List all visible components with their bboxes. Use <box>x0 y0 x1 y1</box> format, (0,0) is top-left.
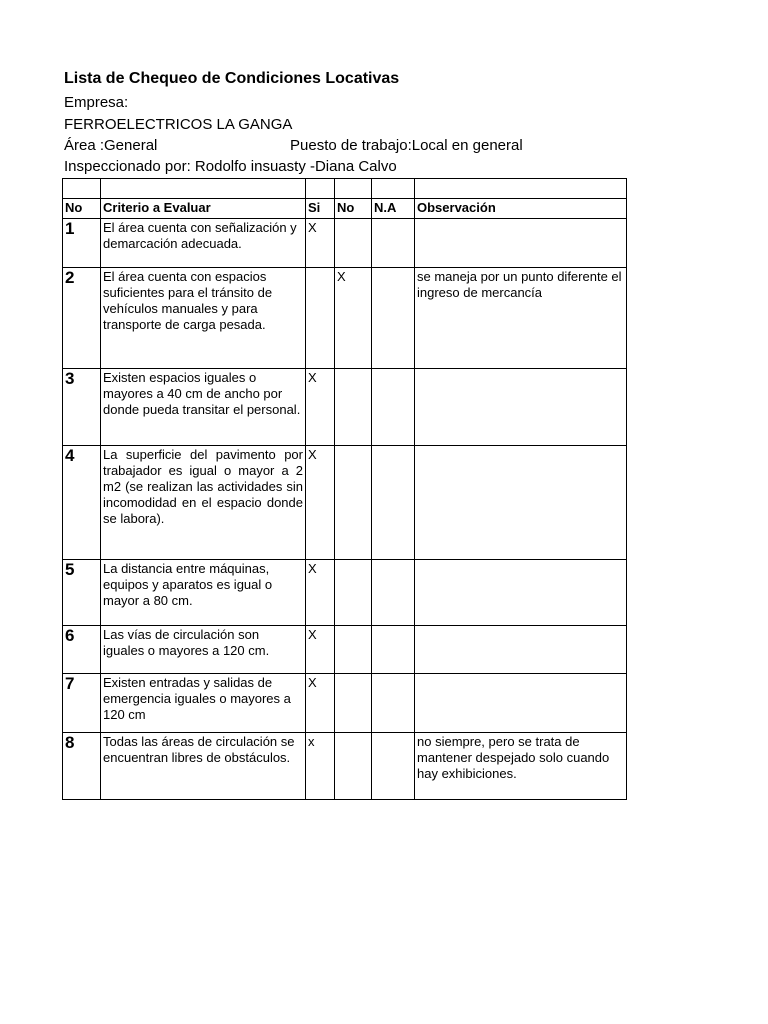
table-row <box>63 446 627 560</box>
row-criterio: Existen entradas y salidas de emergencia iguales o mayores a 120 cm <box>101 674 306 733</box>
row-no-mark <box>335 369 372 446</box>
table-row <box>63 626 627 674</box>
row-observacion <box>415 626 627 674</box>
row-no-mark: X <box>335 268 372 369</box>
column-header-si: Si <box>306 199 335 219</box>
row-si: x <box>306 733 335 800</box>
empresa-label: Empresa: <box>64 94 129 111</box>
table-spacer-row <box>63 179 627 199</box>
area-label: Área :General <box>64 137 158 154</box>
checklist-table <box>62 178 627 800</box>
row-na <box>372 733 415 800</box>
row-number: 2 <box>63 268 101 369</box>
row-si: X <box>306 560 335 626</box>
row-number: 7 <box>63 674 101 733</box>
row-na <box>372 674 415 733</box>
row-observacion: no siempre, pero se trata de mantener despejado solo cuando hay exhibiciones. <box>415 733 627 800</box>
row-observacion: se maneja por un punto diferente el ingreso de mercancía <box>415 268 627 369</box>
row-observacion <box>415 219 627 268</box>
row-observacion <box>415 446 627 560</box>
row-si: X <box>306 369 335 446</box>
row-na <box>372 219 415 268</box>
row-no-mark <box>335 733 372 800</box>
row-observacion <box>415 369 627 446</box>
row-no-mark <box>335 674 372 733</box>
table-row <box>63 219 627 268</box>
row-number: 8 <box>63 733 101 800</box>
row-na <box>372 268 415 369</box>
spacer-cell <box>306 179 335 199</box>
row-si: X <box>306 674 335 733</box>
row-si <box>306 268 335 369</box>
row-si: X <box>306 219 335 268</box>
row-si: X <box>306 446 335 560</box>
row-observacion <box>415 674 627 733</box>
row-na <box>372 369 415 446</box>
spacer-cell <box>63 179 101 199</box>
table-row <box>63 560 627 626</box>
column-header-observacion: Observación <box>415 199 627 219</box>
row-criterio: La distancia entre máquinas, equipos y aparatos es igual o mayor a 80 cm. <box>101 560 306 626</box>
row-criterio: Todas las áreas de circulación se encuentran libres de obstáculos. <box>101 733 306 800</box>
row-criterio: Las vías de circulación son iguales o mayores a 120 cm. <box>101 626 306 674</box>
inspector-label: Inspeccionado por: Rodolfo insuasty -Diana Calvo <box>64 158 397 175</box>
spacer-cell <box>372 179 415 199</box>
table-row <box>63 369 627 446</box>
row-si: X <box>306 626 335 674</box>
puesto-label: Puesto de trabajo:Local en general <box>290 137 523 154</box>
spacer-cell <box>101 179 306 199</box>
row-criterio: Existen espacios iguales o mayores a 40 cm de ancho por donde pueda transitar el personal. <box>101 369 306 446</box>
row-observacion <box>415 560 627 626</box>
row-number: 4 <box>63 446 101 560</box>
row-number: 6 <box>63 626 101 674</box>
row-no-mark <box>335 560 372 626</box>
row-no-mark <box>335 626 372 674</box>
row-na <box>372 626 415 674</box>
row-criterio: La superficie del pavimento por trabajador es igual o mayor a 2 m2 (se realizan las actividades sin incomodidad en el espacio donde se labora). <box>101 446 306 560</box>
row-number: 3 <box>63 369 101 446</box>
table-row <box>63 674 627 733</box>
spacer-cell <box>415 179 627 199</box>
row-criterio: El área cuenta con señalización y demarcación adecuada. <box>101 219 306 268</box>
row-number: 5 <box>63 560 101 626</box>
document-title: Lista de Chequeo de Condiciones Locativas <box>64 70 400 87</box>
row-number: 1 <box>63 219 101 268</box>
company-name: FERROELECTRICOS LA GANGA <box>64 116 293 133</box>
row-no-mark <box>335 219 372 268</box>
column-header-no: No <box>63 199 101 219</box>
table-row <box>63 733 627 800</box>
column-header-na: N.A <box>372 199 415 219</box>
column-header-no-mark: No <box>335 199 372 219</box>
row-na <box>372 446 415 560</box>
row-na <box>372 560 415 626</box>
column-header-criterio: Criterio a Evaluar <box>101 199 306 219</box>
spacer-cell <box>335 179 372 199</box>
table-row <box>63 268 627 369</box>
row-no-mark <box>335 446 372 560</box>
table-header-row <box>63 199 627 219</box>
row-criterio: El área cuenta con espacios suficientes para el tránsito de vehículos manuales y para transporte de carga pesada. <box>101 268 306 369</box>
